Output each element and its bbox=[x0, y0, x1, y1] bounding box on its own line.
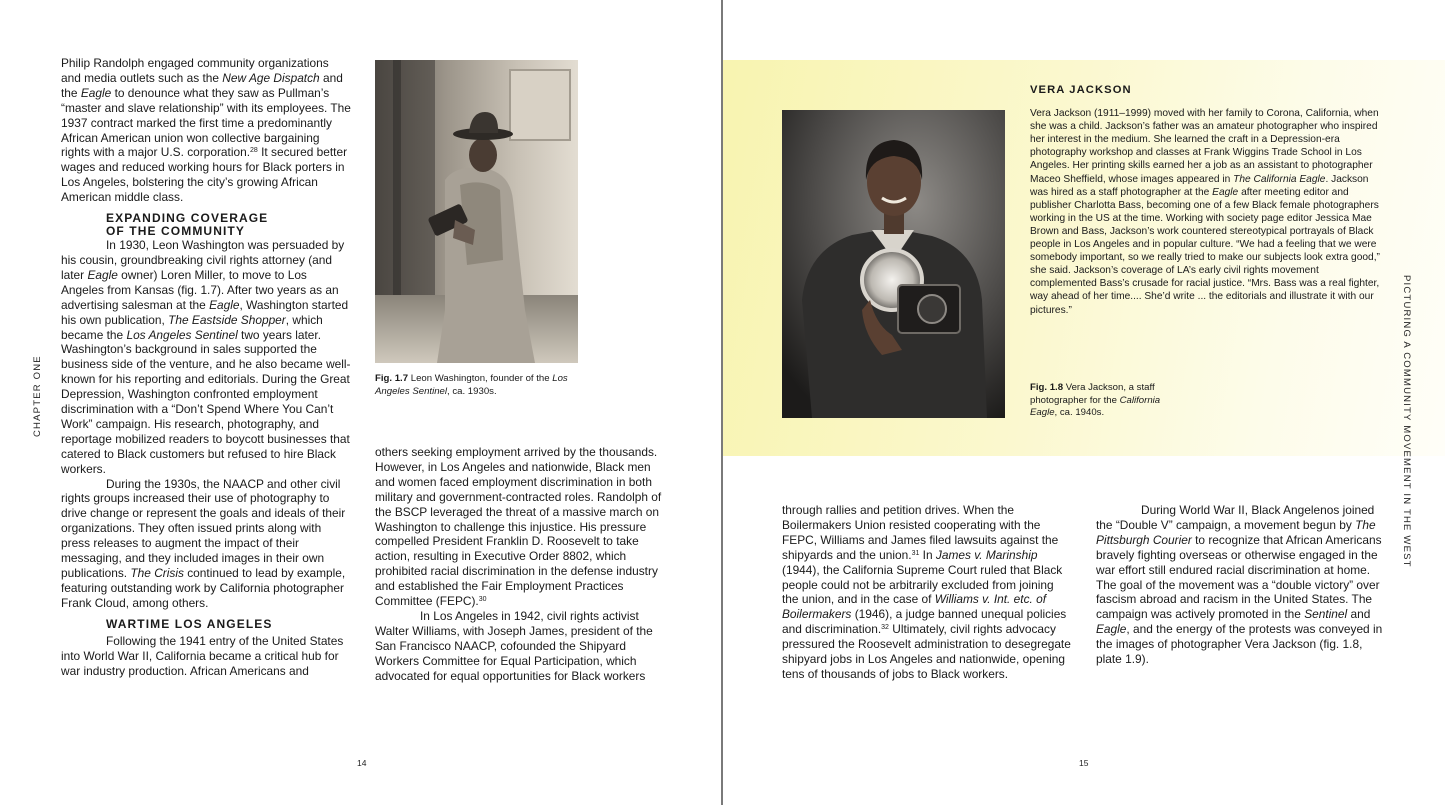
sidebar-title: VERA JACKSON bbox=[1030, 84, 1132, 96]
right-page bbox=[723, 0, 1445, 805]
paragraph: through rallies and petition drives. When the Boilermakers Union resisted cooperating with the FEPC, Williams and James filed lawsuits against the shipyards and the union.$^{31}$ In James v. Marinship (1944), the California Supreme Court ruled that Black people could not be arbitrarily excluded from joining the union, and in the case of Williams v. Int. etc. of Boilermakers (1946), a judge banned unequal policies and discrimination.$^{32}$ Ultimately, civil rights advocacy pressured the Roosevelt administration to desegregate shipyard jobs in Los Angeles and nationwide, opening tens of thousands of jobs to Black workers. bbox=[782, 503, 1071, 681]
right-column-1 bbox=[782, 503, 1072, 682]
vera-jackson-photo-icon bbox=[782, 110, 1005, 418]
running-title: PICTURING A COMMUNITY MOVEMENT IN THE WEST bbox=[1401, 275, 1412, 568]
left-page bbox=[0, 0, 722, 805]
caption-fig-1-8: Fig. 1.8 Vera Jackson, a staff photographer for the California Eagle, ca. 1940s. bbox=[1030, 382, 1161, 418]
photo-leon-washington bbox=[375, 60, 578, 363]
paragraph: others seeking employment arrived by the thousands. However, in Los Angeles and nationwide, Black men and women faced employment discrimination in both military and government-contracted roles. Randolph of the BSCP leveraged the threat of a massive march on Washington to challenge this injustice. His pressure compelled President Franklin D. Roosevelt to take action, resulting in Executive Order 8802, which prohibited racial discrimination in the defense industry and established the Fair Employment Practices Committee (FEPC).$^{30}$ bbox=[375, 445, 662, 609]
chapter-label: CHAPTER ONE bbox=[32, 355, 43, 437]
paragraph: Following the 1941 entry of the United States into World War II, California became a critical hub for war industry production. African Americans and bbox=[61, 633, 344, 678]
sidebar-box-vera-jackson bbox=[723, 60, 1445, 456]
section-heading-wartime: WARTIME LOS ANGELES bbox=[106, 616, 273, 631]
leon-washington-photo-icon bbox=[375, 60, 578, 363]
paragraph: In Los Angeles in 1942, civil rights activist Walter Williams, with Joseph James, president of the San Francisco NAACP, cofounded the Shipyard Workers Committee for Equal Participation, which advocated for equal opportunities for Black workers bbox=[375, 608, 653, 683]
section-heading-expanding-coverage bbox=[61, 212, 351, 238]
paragraph: During World War II, Black Angelenos joined the “Double V” campaign, a movement begun by The Pittsburgh Courier to recognize that African Americans bravely fighting overseas or otherwise engaged in the war effort still endured racial discrimination at home. The goal of the movement was a “double victory” over fascism abroad and racism in the United States. The campaign was actively promoted in the Sentinel and Eagle, and the energy of the protests was conveyed in the images of photographer Vera Jackson (fig. 1.8, plate 1.9). bbox=[1096, 503, 1383, 667]
page-number-left: 14 bbox=[357, 758, 367, 768]
left-column-1 bbox=[61, 56, 351, 678]
left-column-2 bbox=[375, 445, 665, 684]
heading-line: EXPANDING COVERAGE bbox=[106, 211, 269, 226]
paragraph: During the 1930s, the NAACP and other civil rights groups increased their use of photography to drive change or represent the goals and ideals of their organizations. They often issued prints along with press releases to augment the impact of their messaging, and they included images in their own publications. The Crisis continued to lead by example, featuring outstanding work by California photographer Frank Cloud, among others. bbox=[61, 476, 346, 610]
paragraph: Philip Randolph engaged community organizations and media outlets such as the New Age Dispatch and the Eagle to denounce what they saw as Pullman’s “master and slave relationship” with its employees. The 1937 contract marked the first time a predominantly African American union won collective bargaining rights with a major U.S. corporation.$^{28}$ It secured better wages and reduced working hours for Black porters in Los Angeles, bolstering the city’s growing African American middle class. bbox=[61, 56, 351, 205]
caption-fig-1-7: Fig. 1.7 Leon Washington, founder of the Los Angeles Sentinel, ca. 1930s. bbox=[375, 373, 568, 397]
sidebar-text bbox=[1030, 84, 1386, 317]
right-column-2 bbox=[1096, 503, 1386, 667]
page-number-right: 15 bbox=[1079, 758, 1089, 768]
heading-line: OF THE COMMUNITY bbox=[106, 224, 245, 239]
paragraph: In 1930, Leon Washington was persuaded by his cousin, groundbreaking civil rights attorney (and later Eagle owner) Loren Miller, to move to Los Angeles from Kansas (fig. 1.7). After two years as an advertising salesman at the Eagle, Washington started his own publication, The Eastside Shopper, which became the Los Angeles Sentinel two years later. Washington’s background in sales supported the business side of the venture, and he also became well-known for his reporting and editorials. During the Great Depression, Washington confronted employment discrimination with a “Don’t Spend Where You Can’t Work” campaign. His research, photography, and reportage mobilized readers to boycott businesses that catered to Black customers but refused to hire Black workers. bbox=[61, 238, 351, 476]
sidebar-paragraph: Vera Jackson (1911–1999) moved with her family to Corona, California, when she was a child. Jackson’s father was an amateur photographer who inspired her interest in the medium. She learned the craft in a Depression-era photography workshop and classes at Frank Wiggins Trade School in Los Angeles. Her printing skills earned her a job as an assistant to photographer Maceo Sheffield, whose images appeared in The California Eagle. Jackson was hired as a staff photographer at the Eagle after meeting editor and publisher Charlotta Bass, becoming one of a few Black female photographers working in the US at the time. Working with society page editor Jessica Mae Brown and Bass, Jackson’s work countered stereotypical portrayals of Black people in Los Angeles and in popular culture. “We had a feeling that we were somebody important, so we really tried to make our subjects look extra good,” she said. Jackson’s coverage of LA’s early civil rights movement complemented Bass’s crusade for racial justice. “Mrs. Bass was a real fighter, way ahead of her time.... She’d write ... the editorials and illustrate it with our pictures.” bbox=[1030, 108, 1380, 316]
photo-vera-jackson bbox=[782, 110, 1005, 418]
